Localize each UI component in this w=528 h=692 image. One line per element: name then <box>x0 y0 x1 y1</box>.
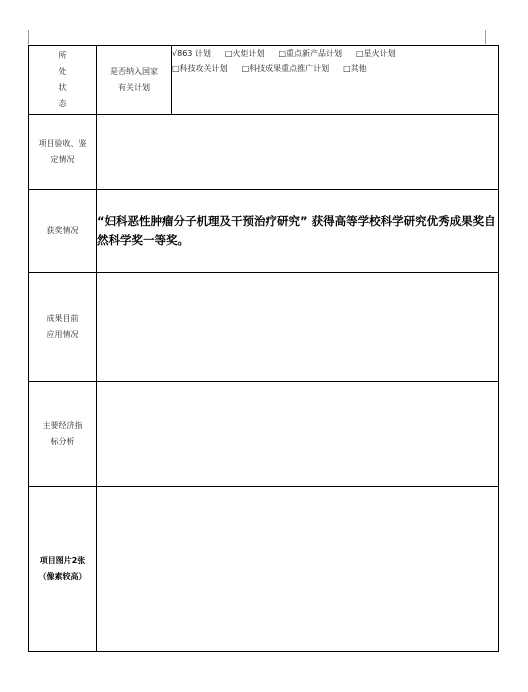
awards-row <box>29 190 499 273</box>
application-content[interactable] <box>97 273 499 382</box>
plan-option-key-promotion[interactable]: □科技成果重点推广计划 <box>241 64 330 73</box>
application-label: 成果目前 应用情况 <box>29 273 97 382</box>
plan-options <box>172 46 499 115</box>
plan-options-row-1 <box>172 46 498 61</box>
crop-mark-top-left <box>28 30 29 44</box>
economic-label: 主要经济指 标分析 <box>29 382 97 487</box>
status-row <box>29 46 499 115</box>
national-plan-question: 是否纳入国家 有关计划 <box>97 46 172 115</box>
photos-content[interactable] <box>97 487 499 652</box>
status-label: 所 处 状 态 <box>29 46 97 115</box>
acceptance-content[interactable] <box>97 115 499 190</box>
project-info-table <box>28 45 499 652</box>
plan-option-863[interactable]: √863 计划 <box>172 49 211 58</box>
acceptance-label: 项目验收、鉴 定情况 <box>29 115 97 190</box>
photos-row <box>29 487 499 652</box>
awards-label: 获奖情况 <box>29 190 97 273</box>
photos-label: 项目图片2张 （像素较高） <box>29 487 97 652</box>
crop-mark-top-right <box>485 30 486 44</box>
plan-option-torch[interactable]: □火炬计划 <box>224 49 265 58</box>
awards-content[interactable]: “妇科恶性肿瘤分子机理及干预治疗研究” 获得高等学校科学研究优秀成果奖自然科学奖一等奖。 <box>97 190 499 273</box>
plan-option-other[interactable]: □其他 <box>343 64 367 73</box>
economic-content[interactable] <box>97 382 499 487</box>
plan-option-sci-tech-research[interactable]: □科技攻关计划 <box>172 64 228 73</box>
plan-options-row-2 <box>172 61 498 76</box>
acceptance-row <box>29 115 499 190</box>
economic-row <box>29 382 499 487</box>
application-row <box>29 273 499 382</box>
plan-option-spark[interactable]: □星火计划 <box>356 49 396 58</box>
plan-option-key-new-product[interactable]: □重点新产品计划 <box>278 49 343 58</box>
